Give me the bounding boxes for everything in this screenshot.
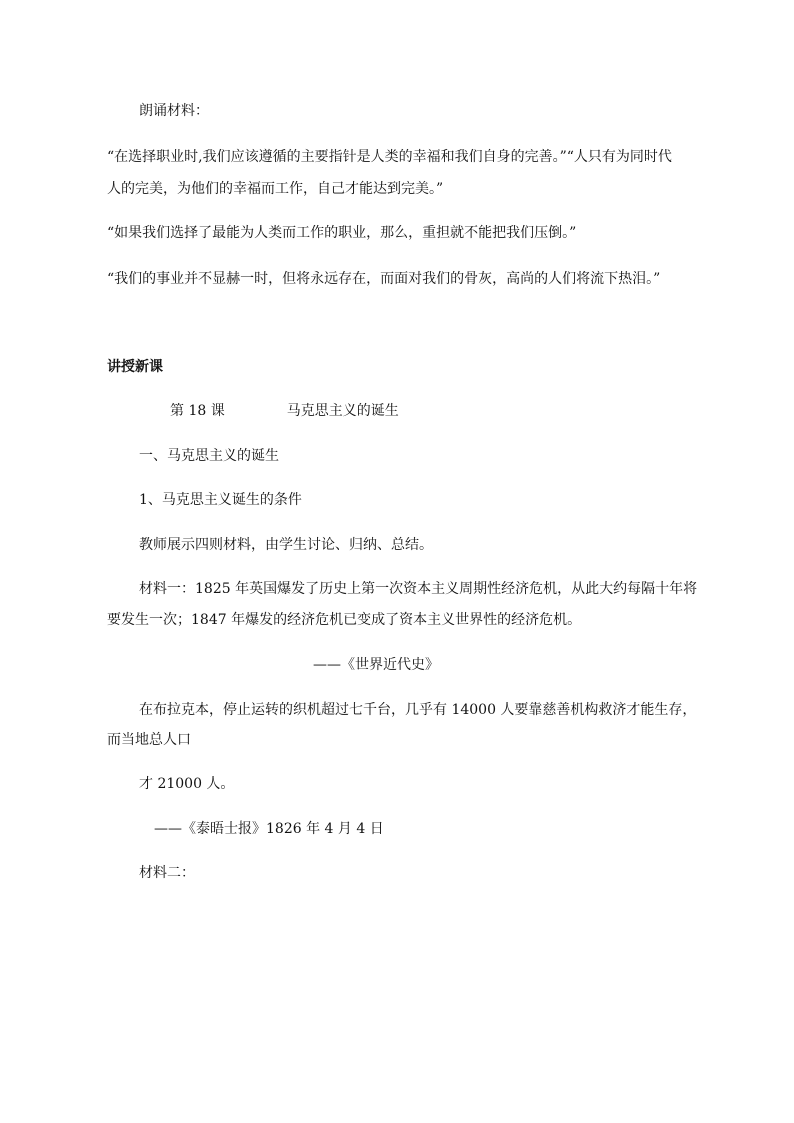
quote-1-line-2: 人的完美，为他们的幸福而工作，自己才能达到完美。” xyxy=(107,181,444,197)
quote-2: “如果我们选择了最能为人类而工作的职业，那么，重担就不能把我们压倒。” xyxy=(107,225,577,241)
quote-1-line-1: “在选择职业时,我们应该遵循的主要指针是人类的幸福和我们自身的完善。”“人只有为同时代 xyxy=(107,149,672,165)
bradford-line-1: 在布拉克本，停止运转的织机超过七千台，几乎有 14000 人要靠慈善机构救济才能生存， xyxy=(139,702,697,718)
source-1: ——《世界近代史》 xyxy=(313,657,439,673)
teacher-note: 教师展示四则材料，由学生讨论、归纳、总结。 xyxy=(139,537,433,553)
lesson-title: 马克思主义的诞生 xyxy=(286,403,399,419)
bradford-line-2: 而当地总人口 xyxy=(107,732,191,748)
material-1-line-2: 要发生一次；1847 年爆发的经济危机已变成了资本主义世界性的经济危机。 xyxy=(107,612,582,628)
bradford-line-3: 才 21000 人。 xyxy=(139,776,235,792)
subsection-1-heading: 1、马克思主义诞生的条件 xyxy=(139,492,302,508)
lesson-header xyxy=(170,402,399,420)
quote-3: “我们的事业并不显赫一时，但将永远存在，而面对我们的骨灰，高尚的人们将流下热泪。” xyxy=(107,271,661,287)
source-2: ——《泰晤士报》1826 年 4 月 4 日 xyxy=(154,821,384,837)
material-2-label: 材料二： xyxy=(139,865,195,881)
part-1-heading: 一、马克思主义的诞生 xyxy=(139,448,279,464)
reading-label: 朗诵材料： xyxy=(139,103,209,119)
material-1-line-1: 材料一：1825 年英国爆发了历史上第一次资本主义周期性经济危机，从此大约每隔十年将 xyxy=(139,581,698,597)
section-heading: 讲授新课 xyxy=(107,359,163,375)
lesson-number: 第 18 课 xyxy=(170,403,225,419)
